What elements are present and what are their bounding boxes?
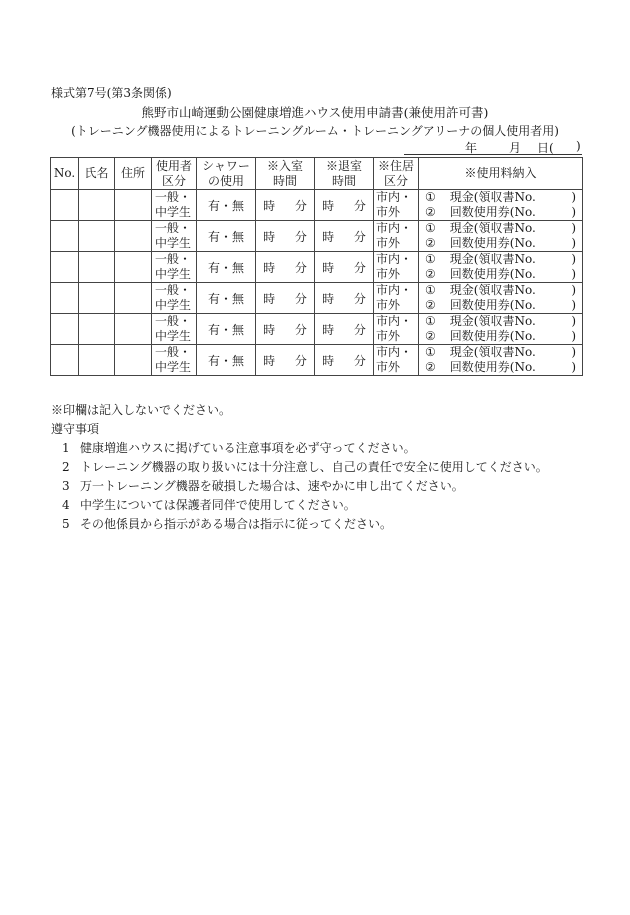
cell-no[interactable] xyxy=(51,345,79,376)
cell-address[interactable] xyxy=(115,190,152,221)
table-header-row xyxy=(51,158,583,190)
cell-fee[interactable]: ① 現金(領収書No. ) ② 回数使用券(No. ) xyxy=(419,345,583,376)
cell-residence[interactable]: 市内・ 市外 xyxy=(374,283,419,314)
rule-item: 2 トレーニング機器の取り扱いには十分注意し、自己の責任で安全に使用してください。 xyxy=(62,460,548,474)
cell-fee[interactable]: ① 現金(領収書No. ) ② 回数使用券(No. ) xyxy=(419,221,583,252)
cell-exit-time[interactable]: 時 分 xyxy=(315,252,374,283)
cell-name[interactable] xyxy=(79,314,115,345)
form-title: 熊野市山崎運動公園健康増進ハウス使用申請書(兼使用許可書) xyxy=(141,105,489,120)
date-year-label: 年 xyxy=(465,141,478,155)
cell-address[interactable] xyxy=(115,283,152,314)
cell-shower[interactable]: 有・無 xyxy=(197,252,256,283)
cell-user-type[interactable]: 一般・ 中学生 xyxy=(152,252,197,283)
table-row xyxy=(51,252,583,283)
table-row xyxy=(51,221,583,252)
cell-shower[interactable]: 有・無 xyxy=(197,190,256,221)
date-close-paren: ) xyxy=(576,139,581,153)
table-row xyxy=(51,345,583,376)
usage-table xyxy=(50,157,583,376)
header-address: 住所 xyxy=(115,158,152,190)
header-entry-time: ※入室 時間 xyxy=(256,158,315,190)
cell-address[interactable] xyxy=(115,221,152,252)
cell-shower[interactable]: 有・無 xyxy=(197,314,256,345)
cell-exit-time[interactable]: 時 分 xyxy=(315,345,374,376)
cell-no[interactable] xyxy=(51,252,79,283)
note-text: ※印欄は記入しないでください。 xyxy=(51,403,232,417)
cell-user-type[interactable]: 一般・ 中学生 xyxy=(152,345,197,376)
cell-shower[interactable]: 有・無 xyxy=(197,221,256,252)
rule-item: 1 健康増進ハウスに掲げている注意事項を必ず守ってください。 xyxy=(62,441,416,455)
header-no: No. xyxy=(51,158,79,190)
header-fee: ※使用料納入 xyxy=(419,158,583,190)
cell-fee[interactable]: ① 現金(領収書No. ) ② 回数使用券(No. ) xyxy=(419,283,583,314)
cell-entry-time[interactable]: 時 分 xyxy=(256,283,315,314)
cell-user-type[interactable]: 一般・ 中学生 xyxy=(152,190,197,221)
cell-residence[interactable]: 市内・ 市外 xyxy=(374,345,419,376)
cell-name[interactable] xyxy=(79,221,115,252)
cell-residence[interactable]: 市内・ 市外 xyxy=(374,314,419,345)
cell-exit-time[interactable]: 時 分 xyxy=(315,314,374,345)
cell-name[interactable] xyxy=(79,345,115,376)
cell-residence[interactable]: 市内・ 市外 xyxy=(374,190,419,221)
cell-exit-time[interactable]: 時 分 xyxy=(315,221,374,252)
rule-item: 3 万一トレーニング機器を破損した場合は、速やかに申し出てください。 xyxy=(62,479,464,493)
cell-entry-time[interactable]: 時 分 xyxy=(256,221,315,252)
cell-user-type[interactable]: 一般・ 中学生 xyxy=(152,314,197,345)
cell-entry-time[interactable]: 時 分 xyxy=(256,190,315,221)
date-line xyxy=(404,139,582,155)
cell-residence[interactable]: 市内・ 市外 xyxy=(374,252,419,283)
form-subtitle: (トレーニング機器使用によるトレーニングルーム・トレーニングアリーナの個人使用者用) xyxy=(71,124,559,138)
header-exit-time: ※退室 時間 xyxy=(315,158,374,190)
cell-no[interactable] xyxy=(51,190,79,221)
rule-item: 4 中学生については保護者同伴で使用してください。 xyxy=(62,498,356,512)
cell-entry-time[interactable]: 時 分 xyxy=(256,252,315,283)
cell-no[interactable] xyxy=(51,221,79,252)
cell-fee[interactable]: ① 現金(領収書No. ) ② 回数使用券(No. ) xyxy=(419,190,583,221)
date-month-label: 月 xyxy=(509,141,522,155)
cell-name[interactable] xyxy=(79,283,115,314)
cell-name[interactable] xyxy=(79,252,115,283)
cell-shower[interactable]: 有・無 xyxy=(197,283,256,314)
table-row xyxy=(51,314,583,345)
rule-item: 5 その他係員から指示がある場合は指示に従ってください。 xyxy=(62,517,393,531)
cell-address[interactable] xyxy=(115,252,152,283)
table-row xyxy=(51,283,583,314)
cell-exit-time[interactable]: 時 分 xyxy=(315,283,374,314)
header-residence: ※住居 区分 xyxy=(374,158,419,190)
cell-no[interactable] xyxy=(51,283,79,314)
rules-heading: 遵守事項 xyxy=(51,422,100,436)
cell-name[interactable] xyxy=(79,190,115,221)
form-number: 様式第7号(第3条関係) xyxy=(51,86,172,100)
cell-fee[interactable]: ① 現金(領収書No. ) ② 回数使用券(No. ) xyxy=(419,314,583,345)
date-day-label: 日( xyxy=(537,141,554,155)
cell-address[interactable] xyxy=(115,314,152,345)
header-name: 氏名 xyxy=(79,158,115,190)
header-user-type: 使用者 区分 xyxy=(152,158,197,190)
table-row xyxy=(51,190,583,221)
cell-shower[interactable]: 有・無 xyxy=(197,345,256,376)
cell-fee[interactable]: ① 現金(領収書No. ) ② 回数使用券(No. ) xyxy=(419,252,583,283)
cell-address[interactable] xyxy=(115,345,152,376)
cell-no[interactable] xyxy=(51,314,79,345)
cell-entry-time[interactable]: 時 分 xyxy=(256,314,315,345)
cell-entry-time[interactable]: 時 分 xyxy=(256,345,315,376)
header-shower: シャワー の使用 xyxy=(197,158,256,190)
cell-user-type[interactable]: 一般・ 中学生 xyxy=(152,221,197,252)
cell-residence[interactable]: 市内・ 市外 xyxy=(374,221,419,252)
cell-exit-time[interactable]: 時 分 xyxy=(315,190,374,221)
cell-user-type[interactable]: 一般・ 中学生 xyxy=(152,283,197,314)
